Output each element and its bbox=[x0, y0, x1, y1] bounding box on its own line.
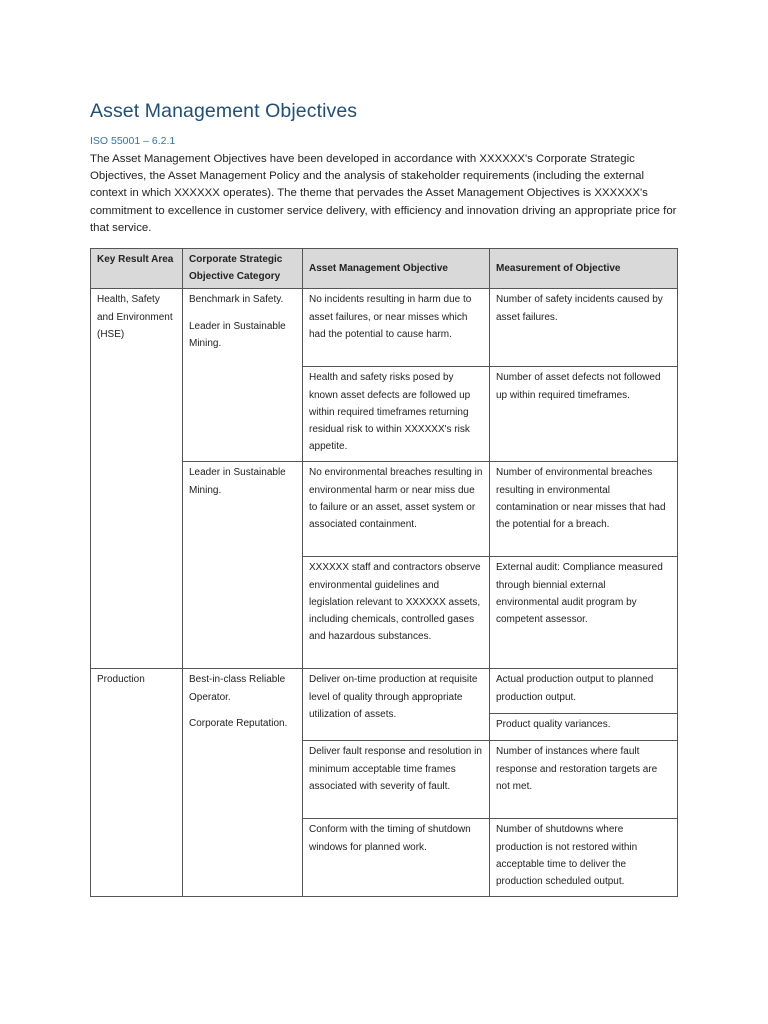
table-header-row bbox=[91, 249, 678, 289]
objective-cell: No incidents resulting in harm due to asset failures, or near misses which had the potential to cause harm. bbox=[303, 289, 490, 367]
objective-cell: Health and safety risks posed by known asset defects are followed up within required timeframes returning residual risk to within XXXXXX's risk appetite. bbox=[303, 367, 490, 462]
category-cell: Leader in Sustainable Mining. bbox=[183, 462, 303, 669]
page-title: Asset Management Objectives bbox=[90, 100, 358, 122]
objective-cell: Deliver fault response and resolution in minimum acceptable time frames associated with severity of fault. bbox=[303, 741, 490, 819]
intro-paragraph: The Asset Management Objectives have been developed in accordance with XXXXXX's Corporate Strategic Objectives, the Asset Management Policy and the analysis of stakeholder requirements (including the external context in which XXXXXX operates). The theme that pervades the Asset Management Objectives is XXXXXX's commitment to excellence in customer service delivery, with efficiency and innovation driving an appropriate price for that service. bbox=[90, 153, 677, 234]
key-result-area-cell: Production bbox=[91, 669, 183, 819]
standard-reference: ISO 55001 – 6.2.1 bbox=[90, 135, 176, 147]
key-result-area-cell-continued bbox=[91, 819, 183, 897]
category-cell bbox=[183, 669, 303, 819]
header-key-result-area: Key Result Area bbox=[91, 249, 183, 289]
measure-cell: External audit: Compliance measured through biennial external environmental audit program by competent assessor. bbox=[490, 557, 678, 669]
measure-cell: Number of safety incidents caused by asset failures. bbox=[490, 289, 678, 367]
category-text: Benchmark in Safety. bbox=[189, 294, 284, 306]
category-cell-continued bbox=[183, 819, 303, 897]
category-cell bbox=[183, 289, 303, 462]
header-measurement: Measurement of Objective bbox=[490, 249, 678, 289]
key-result-area-cell: Health, Safety and Environment (HSE) bbox=[91, 289, 183, 669]
objective-cell: Deliver on-time production at requisite level of quality through appropriate utilization of assets. bbox=[303, 669, 490, 741]
category-text: Leader in Sustainable Mining. bbox=[189, 320, 286, 349]
measure-cell: Number of instances where fault response and restoration targets are not met. bbox=[490, 741, 678, 819]
header-strategic-category: Corporate Strategic Objective Category bbox=[183, 249, 303, 289]
category-text: Corporate Reputation. bbox=[189, 717, 288, 729]
objectives-table bbox=[90, 248, 678, 897]
objective-cell: No environmental breaches resulting in environmental harm or near miss due to failure or an asset, asset system or associated containment. bbox=[303, 462, 490, 557]
table-row bbox=[91, 289, 678, 367]
measure-cell: Number of asset defects not followed up within required timeframes. bbox=[490, 367, 678, 462]
header-am-objective: Asset Management Objective bbox=[303, 249, 490, 289]
document-page bbox=[90, 100, 680, 888]
measure-cell: Number of shutdowns where production is not restored within acceptable time to deliver the production scheduled output. bbox=[490, 819, 678, 897]
measure-cell: Product quality variances. bbox=[490, 714, 678, 741]
table-row bbox=[91, 819, 678, 897]
category-text: Best-in-class Reliable Operator. bbox=[189, 674, 286, 703]
measure-cell: Actual production output to planned production output. bbox=[490, 669, 678, 714]
measure-cell: Number of environmental breaches resulting in environmental contamination or near misses that had the potential for a breach. bbox=[490, 462, 678, 557]
objective-cell: Conform with the timing of shutdown windows for planned work. bbox=[303, 819, 490, 897]
table-row bbox=[91, 669, 678, 714]
objective-cell: XXXXXX staff and contractors observe environmental guidelines and legislation relevant to XXXXXX assets, including chemicals, controlled gases and hazardous substances. bbox=[303, 557, 490, 669]
